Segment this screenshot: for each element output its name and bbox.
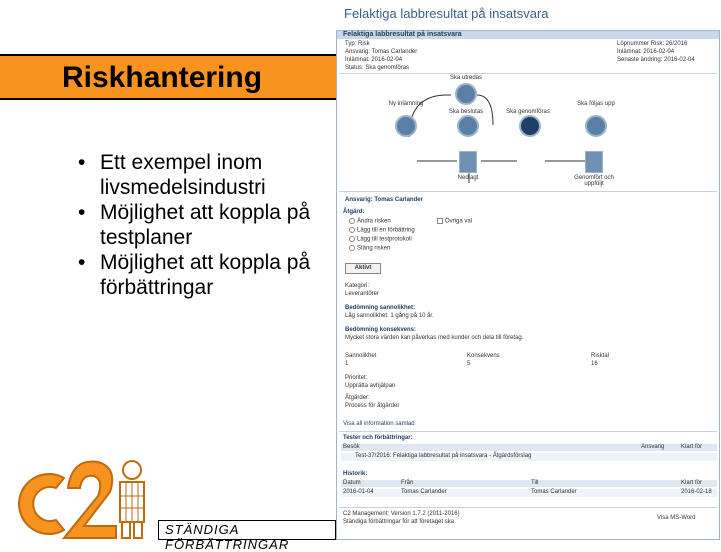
pencil-icon[interactable] xyxy=(395,115,417,137)
score-value: 16 xyxy=(591,361,598,367)
house-icon[interactable] xyxy=(585,151,603,173)
category-value: Leverantörer xyxy=(345,291,380,297)
priority-value: Upprätta avhjälpan xyxy=(345,383,396,389)
app-screenshot xyxy=(336,0,720,540)
category-label: Kategori: xyxy=(345,283,370,289)
footer-version: C2 Management: Version 1.7.2 (2011-2016) xyxy=(343,511,460,517)
hand-icon[interactable] xyxy=(519,115,541,137)
word-export-link[interactable]: Visa MS-Word xyxy=(657,515,696,521)
divider xyxy=(339,191,717,192)
meta-left: Typ: Risk Ansvarig: Tomas Carlander Inlämnat: 2016-02-04 Status: Ska genomföras xyxy=(345,41,418,71)
action-option[interactable]: Stäng risken xyxy=(349,245,390,253)
responsible-label: Ansvarig: Tomas Carlander xyxy=(345,197,423,203)
meta-right: Löpnummer Risk: 26/2016 Inlämnat: 2016-02-04 Senaste ändring: 2016-02-04 xyxy=(617,41,695,63)
score-value: 5 xyxy=(467,361,471,367)
tests-table-header: Besök Ansvarig Klart för xyxy=(341,444,717,451)
probability-header: Bedömning sannolikhet: xyxy=(345,305,416,311)
score-label: Risktal xyxy=(591,353,610,359)
probability-value: Låg sannolikhet: 1 gång på 10 år. xyxy=(345,313,434,319)
panel-title: Felaktiga labbresultat på insatsvara xyxy=(343,31,462,38)
slide-title: Riskhantering xyxy=(62,61,263,94)
node-label: Ska utredas xyxy=(449,75,483,81)
action-option[interactable]: Lägg till testprotokoll xyxy=(349,236,412,244)
slide-title-bar xyxy=(0,54,336,100)
history-table-header: Datum Från Till Klart för xyxy=(341,480,717,487)
bullet-item: • Möjlighet att koppla på förbättringar xyxy=(78,251,311,299)
score-label: Sannolikhet xyxy=(345,353,377,359)
divider xyxy=(339,73,717,74)
bullet-list xyxy=(78,150,338,300)
panel-header xyxy=(337,31,719,39)
action-option[interactable]: Ändra risken xyxy=(349,218,391,226)
node-label: Ska följas upp xyxy=(577,101,615,107)
history-header: Historik: xyxy=(343,471,368,477)
divider xyxy=(339,431,717,432)
node-label: Ska beslutas xyxy=(448,109,484,115)
bullet-item: • Ett exempel inom livsmedelsindustri xyxy=(78,151,266,199)
trash-icon[interactable] xyxy=(459,151,477,173)
footer-band: STÄNDIGA FÖRBÄTTRINGAR xyxy=(158,520,336,540)
node-label: Ny inlämning xyxy=(388,101,424,107)
window-title: Felaktiga labbresultat på insatsvara xyxy=(344,6,549,21)
tests-header: Tester och förbättringar: xyxy=(343,435,413,441)
node-label: Nedlagt xyxy=(457,175,479,181)
gear-icon[interactable] xyxy=(457,115,479,137)
measures-value: Process för åtgärder xyxy=(345,403,400,409)
magnifier-icon[interactable] xyxy=(585,115,607,137)
tests-row[interactable]: Test-37/2016: Felaktiga labbresultat på insatsvara - Åtgärdsförslag xyxy=(341,453,717,461)
consequence-value: Mycket stora värden kan påverkas med kunder och dela till företag. xyxy=(345,335,524,341)
score-value: 1 xyxy=(345,361,349,367)
bullet-item: • Möjlighet att koppla på testplaner xyxy=(78,201,311,249)
node-label: Genomfört och uppföljt xyxy=(574,175,614,187)
score-label: Konsekvens xyxy=(467,353,500,359)
footer-tagline: Ständiga förbättringar för att företaget ska xyxy=(343,519,455,525)
action-header: Åtgärd: xyxy=(343,209,365,215)
detail-panel xyxy=(336,30,720,540)
more-info-link[interactable]: Visa all information samlad xyxy=(343,421,415,427)
other-option[interactable]: Övriga val xyxy=(437,218,472,226)
consequence-header: Bedömning konsekvens: xyxy=(345,327,417,333)
search-icon[interactable] xyxy=(455,83,477,105)
apply-button[interactable]: Aktivt xyxy=(345,263,381,274)
measures-label: Åtgärder: xyxy=(345,395,370,401)
priority-label: Prioritet: xyxy=(345,375,368,381)
node-label: Ska genomföras xyxy=(506,109,550,115)
divider xyxy=(339,507,717,508)
c2-logo xyxy=(6,448,156,540)
history-row: 2016-01-04 Tomas Carlander Tomas Carlander 2016-02-18 xyxy=(341,489,717,497)
action-option[interactable]: Lägg till en förbättring xyxy=(349,227,415,235)
